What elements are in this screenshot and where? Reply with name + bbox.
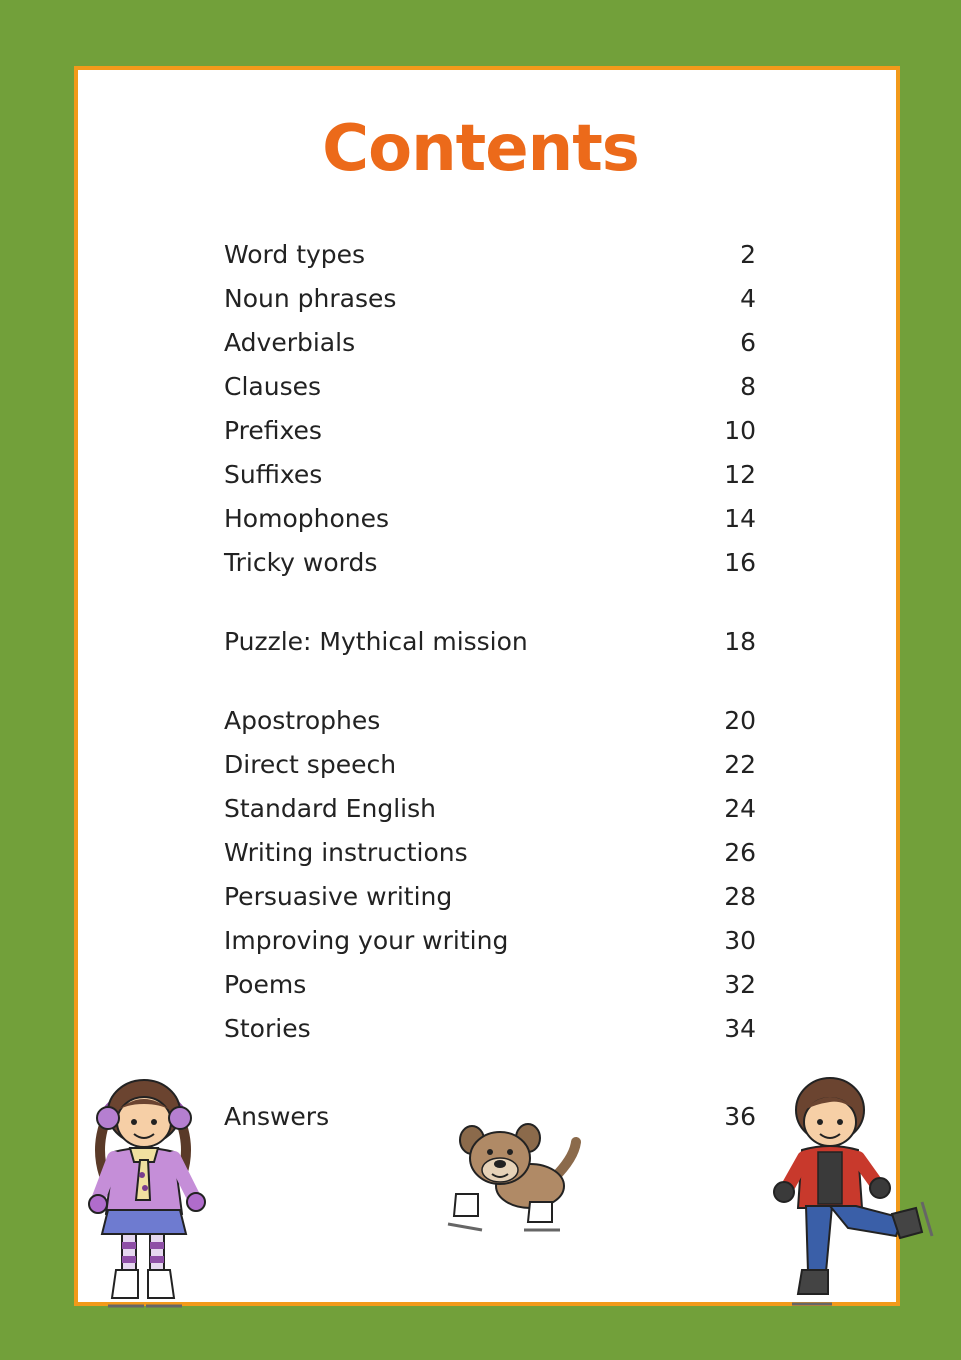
toc-entry-writing-instructions[interactable] [224,834,756,870]
toc-entry-noun-phrases[interactable] [224,280,756,316]
toc-entry-tricky-words[interactable] [224,544,756,580]
page-title: Contents [322,112,639,186]
toc-page-number: 2 [740,239,756,269]
toc-label: Clauses [224,371,321,401]
toc-label: Homophones [224,503,390,533]
dog-skater-illustration [444,1120,590,1242]
toc-entry-improving-writing[interactable] [224,922,756,958]
toc-label: Word types [224,239,366,269]
toc-entry-suffixes[interactable] [224,456,756,492]
toc-page-number: 32 [724,969,756,999]
toc-entry-direct-speech[interactable] [224,746,756,782]
boy-skater-illustration [772,1074,942,1314]
toc-label: Standard English [224,793,436,823]
toc-label: Adverbials [224,327,356,357]
toc-entry-stories[interactable] [224,1010,756,1046]
toc-label: Suffixes [224,459,323,489]
toc-entry-puzzle[interactable] [224,623,756,659]
toc-page-number: 10 [724,415,756,445]
toc-label: Writing instructions [224,837,468,867]
toc-label: Tricky words [224,547,378,577]
toc-page-number: 4 [740,283,756,313]
toc-page-number: 30 [724,925,756,955]
toc-label: Noun phrases [224,283,397,313]
toc-page-number: 12 [724,459,756,489]
toc-label: Prefixes [224,415,322,445]
toc-label: Persuasive writing [224,881,453,911]
toc-label: Apostrophes [224,705,381,735]
toc-label: Answers [224,1101,330,1131]
toc-label: Stories [224,1013,311,1043]
toc-label: Puzzle: Mythical mission [224,626,528,656]
toc-page-number: 28 [724,881,756,911]
toc-label: Direct speech [224,749,397,779]
toc-page-number: 20 [724,705,756,735]
girl-skater-illustration [84,1070,214,1322]
toc-page-number: 34 [724,1013,756,1043]
toc-page-number: 24 [724,793,756,823]
toc-entry-persuasive-writing[interactable] [224,878,756,914]
toc-entry-standard-english[interactable] [224,790,756,826]
toc-page-number: 8 [740,371,756,401]
toc-entry-apostrophes[interactable] [224,702,756,738]
toc-page-number: 36 [724,1101,756,1131]
toc-entry-poems[interactable] [224,966,756,1002]
toc-entry-word-types[interactable] [224,236,756,272]
toc-page-number: 6 [740,327,756,357]
toc-page-number: 14 [724,503,756,533]
toc-entry-clauses[interactable] [224,368,756,404]
toc-page-number: 22 [724,749,756,779]
toc-entry-prefixes[interactable] [224,412,756,448]
toc-page-number: 26 [724,837,756,867]
toc-page-number: 16 [724,547,756,577]
toc-entry-homophones[interactable] [224,500,756,536]
toc-page-number: 18 [724,626,756,656]
toc-entry-adverbials[interactable] [224,324,756,360]
toc-label: Poems [224,969,307,999]
toc-label: Improving your writing [224,925,509,955]
